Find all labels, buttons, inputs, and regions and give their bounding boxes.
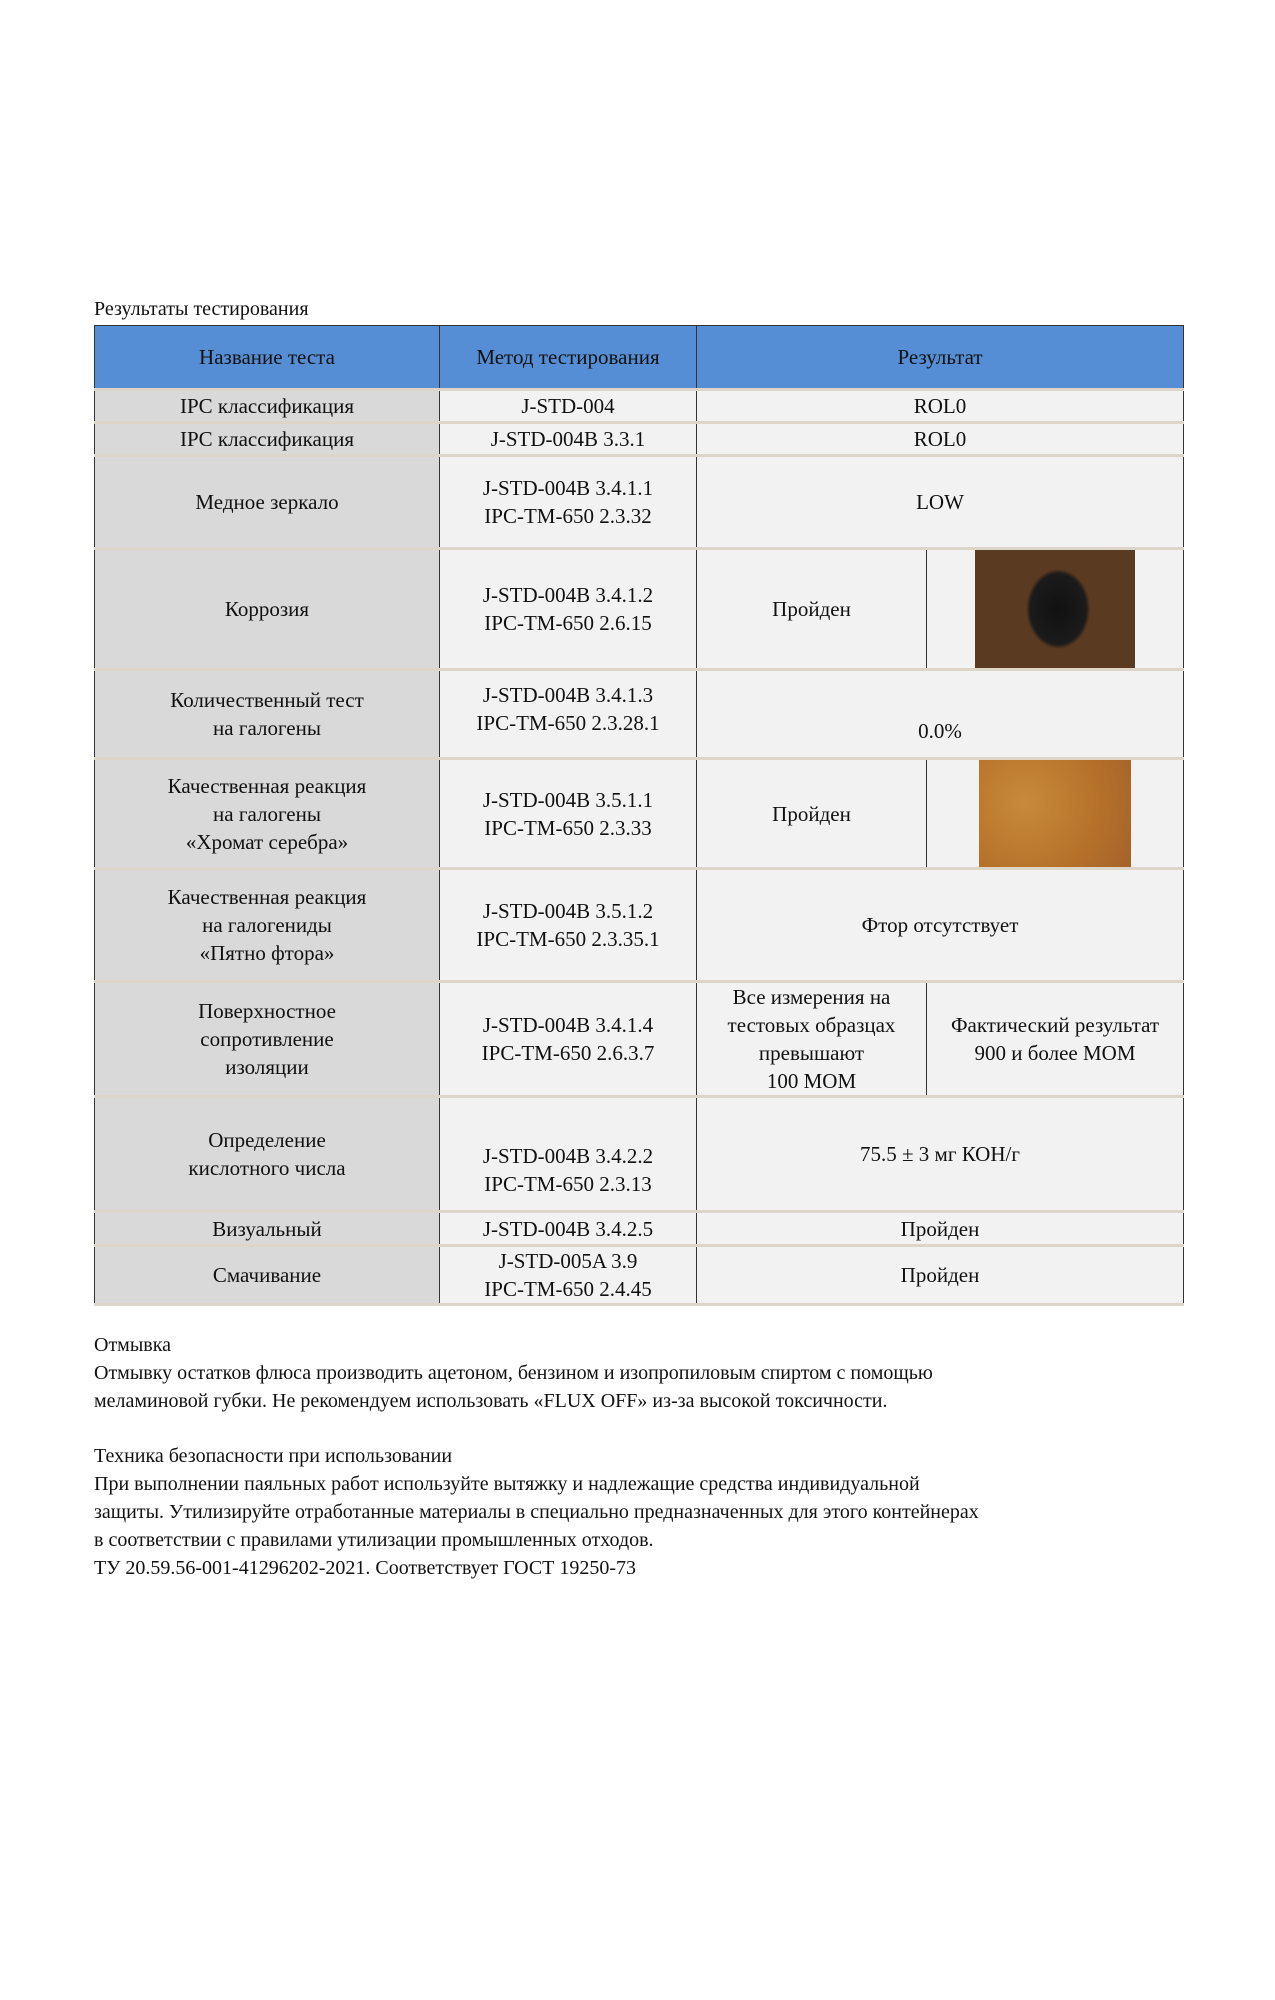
table-row xyxy=(95,390,1184,423)
name-line: «Хромат серебра» xyxy=(185,829,349,854)
result-line: превышают xyxy=(758,1041,865,1065)
method-line: J-STD-005A 3.9 xyxy=(498,1249,638,1273)
test-method xyxy=(440,549,697,670)
test-method: J-STD-004 xyxy=(440,390,697,423)
table-row xyxy=(95,1212,1184,1246)
test-method xyxy=(440,456,697,549)
method-line: J-STD-004B 3.4.1.2 xyxy=(482,583,654,607)
safety-heading: Техника безопасности при использовании xyxy=(94,1445,453,1467)
name-line: сопротивление xyxy=(200,1027,334,1051)
washing-heading: Отмывка xyxy=(94,1334,172,1356)
method-line: IPC-TM-650 2.3.35.1 xyxy=(476,927,660,951)
test-method xyxy=(440,1246,697,1305)
name-line: Определение xyxy=(208,1128,326,1152)
method-line: IPC-TM-650 2.3.32 xyxy=(484,504,652,528)
table-header-row xyxy=(95,326,1184,390)
test-result: ROL0 xyxy=(697,390,1184,423)
method-line: IPC-TM-650 2.6.15 xyxy=(484,611,652,635)
header-result: Результат xyxy=(697,326,1184,390)
header-test-name: Название теста xyxy=(95,326,440,390)
test-name xyxy=(95,670,440,759)
safety-section xyxy=(94,1442,1194,1582)
test-result: Фтор отсутствует xyxy=(697,869,1184,982)
name-line: на галогены xyxy=(213,716,321,740)
result-line: Все измерения на xyxy=(732,985,891,1009)
test-result xyxy=(697,982,927,1097)
table-row xyxy=(95,759,1184,869)
test-method xyxy=(440,982,697,1097)
result-line: Фактический результат xyxy=(950,1013,1160,1037)
method-line: J-STD-004B 3.4.2.2 xyxy=(482,1144,654,1168)
method-line: J-STD-004B 3.4.1.4 xyxy=(482,1013,654,1037)
test-name: Медное зеркало xyxy=(95,456,440,549)
test-method: J-STD-004B 3.3.1 xyxy=(440,423,697,456)
name-line: на галогены xyxy=(213,801,321,826)
result-line: тестовых образцах xyxy=(727,1013,896,1037)
method-line: IPC-TM-650 2.3.28.1 xyxy=(476,711,660,735)
washing-line: меламиновой губки. Не рекомендуем использовать «FLUX OFF» из-за высокой токсичности. xyxy=(94,1390,888,1412)
test-result: Пройден xyxy=(697,549,927,670)
test-name: Коррозия xyxy=(95,549,440,670)
test-method xyxy=(440,869,697,982)
test-result: Пройден xyxy=(697,1212,1184,1246)
method-line: IPC-TM-650 2.3.33 xyxy=(484,815,652,840)
test-name: Визуальный xyxy=(95,1212,440,1246)
spec-line: ТУ 20.59.56-001-41296202-2021. Соответствует ГОСТ 19250-73 xyxy=(94,1557,637,1579)
table-row xyxy=(95,670,1184,759)
table-row xyxy=(95,869,1184,982)
method-line: IPC-TM-650 2.3.13 xyxy=(484,1172,652,1196)
safety-line: защиты. Утилизируйте отработанные материалы в специально предназначенных для этого контейнерах xyxy=(94,1501,979,1523)
method-line: J-STD-004B 3.4.1.3 xyxy=(482,683,654,707)
table-row xyxy=(95,1097,1184,1212)
method-line: J-STD-004B 3.4.1.1 xyxy=(482,476,654,500)
table-title: Результаты тестирования xyxy=(94,298,309,320)
washing-line: Отмывку остатков флюса производить ацетоном, бензином и изопропиловым спиртом с помощью xyxy=(94,1362,933,1384)
test-result: Пройден xyxy=(697,759,927,869)
name-line: «Пятно фтора» xyxy=(199,941,335,965)
test-name xyxy=(95,1097,440,1212)
corrosion-sample-photo xyxy=(975,550,1135,668)
test-result: 0.0% xyxy=(697,670,1184,759)
name-line: Качественная реакция xyxy=(167,773,367,798)
test-method xyxy=(440,759,697,869)
table-row xyxy=(95,982,1184,1097)
test-method xyxy=(440,670,697,759)
test-method: J-STD-004B 3.4.2.5 xyxy=(440,1212,697,1246)
test-result-actual xyxy=(927,982,1184,1097)
result-line: 900 и более МОМ xyxy=(974,1041,1136,1065)
result-line: 100 МОМ xyxy=(766,1069,857,1093)
test-results-table xyxy=(94,325,1184,1306)
name-line: на галогениды xyxy=(202,913,332,937)
safety-line: в соответствии с правилами утилизации промышленных отходов. xyxy=(94,1529,654,1551)
method-line: J-STD-004B 3.5.1.1 xyxy=(482,787,654,812)
test-name xyxy=(95,759,440,869)
name-line: кислотного числа xyxy=(188,1156,346,1180)
test-name: Смачивание xyxy=(95,1246,440,1305)
header-method: Метод тестирования xyxy=(440,326,697,390)
table-row xyxy=(95,549,1184,670)
table-row xyxy=(95,1246,1184,1305)
test-result: LOW xyxy=(697,456,1184,549)
result-photo-cell xyxy=(927,549,1184,670)
table-row xyxy=(95,456,1184,549)
test-name xyxy=(95,982,440,1097)
test-result: 75.5 ± 3 мг КОН/г xyxy=(697,1097,1184,1212)
name-line: изоляции xyxy=(225,1055,309,1079)
test-name: IPC классификация xyxy=(95,390,440,423)
washing-section xyxy=(94,1331,1194,1415)
test-method xyxy=(440,1097,697,1212)
name-line: Количественный тест xyxy=(170,688,364,712)
test-result: Пройден xyxy=(697,1246,1184,1305)
table-row xyxy=(95,423,1184,456)
result-photo-cell xyxy=(927,759,1184,869)
test-result: ROL0 xyxy=(697,423,1184,456)
test-name: IPC классификация xyxy=(95,423,440,456)
name-line: Поверхностное xyxy=(198,999,336,1023)
method-line: IPC-TM-650 2.6.3.7 xyxy=(481,1041,655,1065)
silver-chromate-sample-photo xyxy=(979,760,1131,867)
name-line: Качественная реакция xyxy=(167,885,367,909)
method-line: IPC-TM-650 2.4.45 xyxy=(484,1277,652,1301)
test-name xyxy=(95,869,440,982)
safety-line: При выполнении паяльных работ используйте вытяжку и надлежащие средства индивидуальной xyxy=(94,1473,920,1495)
method-line: J-STD-004B 3.5.1.2 xyxy=(482,899,654,923)
